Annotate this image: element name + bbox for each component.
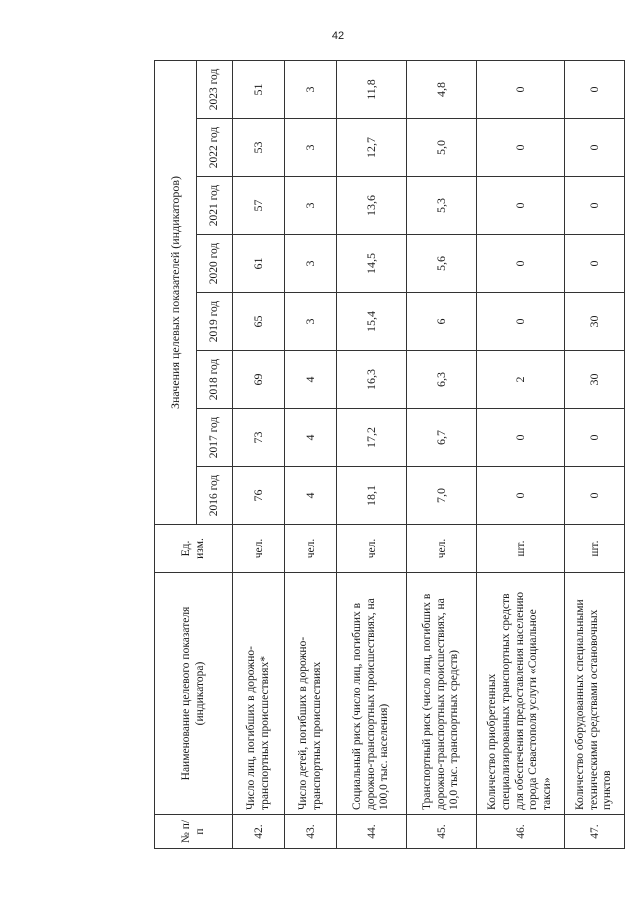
value-cell: 0 — [477, 235, 565, 293]
unit-cell: чел. — [233, 525, 285, 573]
value-cell: 15,4 — [337, 293, 407, 351]
row-number: 45. — [407, 815, 477, 849]
value-cell: 4 — [285, 409, 337, 467]
row-number: 47. — [565, 815, 625, 849]
table-row — [285, 60, 337, 848]
indicator-name: Социальный риск (число лиц, погибших в дорожно-транспортных происшествиях, на 100,0 тыс. населения) — [337, 573, 407, 815]
value-cell: 5,3 — [407, 177, 477, 235]
header-year: 2021 год — [197, 177, 233, 235]
table-row — [337, 60, 407, 848]
table-row — [477, 60, 565, 848]
value-cell: 13,6 — [337, 177, 407, 235]
value-cell: 16,3 — [337, 351, 407, 409]
header-row-top — [155, 60, 197, 848]
value-cell: 5,6 — [407, 235, 477, 293]
value-cell: 30 — [565, 351, 625, 409]
value-cell: 6,3 — [407, 351, 477, 409]
header-year: 2022 год — [197, 119, 233, 177]
value-cell: 3 — [285, 119, 337, 177]
header-unit: Ед. изм. — [155, 525, 233, 573]
row-number: 43. — [285, 815, 337, 849]
unit-cell: шт. — [477, 525, 565, 573]
value-cell: 69 — [233, 351, 285, 409]
value-cell: 11,8 — [337, 60, 407, 118]
value-cell: 0 — [477, 467, 565, 525]
value-cell: 0 — [565, 235, 625, 293]
header-year: 2016 год — [197, 467, 233, 525]
table-row — [565, 60, 625, 848]
indicator-table — [154, 60, 625, 849]
value-cell: 3 — [285, 235, 337, 293]
value-cell: 4 — [285, 467, 337, 525]
value-cell: 0 — [565, 177, 625, 235]
indicator-name: Транспортный риск (число лиц, погибших в дорожно-транспортных происшествиях, на 10,0 тыс. транспортных средств) — [407, 573, 477, 815]
value-cell: 0 — [477, 177, 565, 235]
unit-cell: чел. — [337, 525, 407, 573]
value-cell: 7,0 — [407, 467, 477, 525]
unit-cell: чел. — [285, 525, 337, 573]
value-cell: 4,8 — [407, 60, 477, 118]
row-number: 42. — [233, 815, 285, 849]
value-cell: 17,2 — [337, 409, 407, 467]
table-row — [407, 60, 477, 848]
value-cell: 5,0 — [407, 119, 477, 177]
unit-cell: чел. — [407, 525, 477, 573]
value-cell: 51 — [233, 60, 285, 118]
header-year: 2023 год — [197, 60, 233, 118]
value-cell: 6 — [407, 293, 477, 351]
indicator-name: Число детей, погибших в дорожно-транспортных происшествиях — [285, 573, 337, 815]
value-cell: 53 — [233, 119, 285, 177]
value-cell: 14,5 — [337, 235, 407, 293]
unit-cell: шт. — [565, 525, 625, 573]
value-cell: 0 — [565, 409, 625, 467]
value-cell: 30 — [565, 293, 625, 351]
value-cell: 76 — [233, 467, 285, 525]
header-year: 2018 год — [197, 351, 233, 409]
value-cell: 0 — [565, 467, 625, 525]
value-cell: 12,7 — [337, 119, 407, 177]
value-cell: 0 — [565, 119, 625, 177]
value-cell: 3 — [285, 293, 337, 351]
rotated-table-container — [154, 61, 614, 849]
value-cell: 6,7 — [407, 409, 477, 467]
value-cell: 2 — [477, 351, 565, 409]
value-cell: 73 — [233, 409, 285, 467]
indicator-name: Число лиц, погибших в дорожно-транспортных происшествиях* — [233, 573, 285, 815]
value-cell: 57 — [233, 177, 285, 235]
value-cell: 3 — [285, 177, 337, 235]
header-values-group: Значения целевых показателей (индикаторов) — [155, 60, 197, 524]
page-number: 42 — [331, 30, 345, 42]
header-name: Наименование целевого показателя (индикатора) — [155, 573, 233, 815]
value-cell: 0 — [477, 119, 565, 177]
value-cell: 3 — [285, 60, 337, 118]
row-number: 46. — [477, 815, 565, 849]
header-num: № п/п — [155, 815, 233, 849]
value-cell: 4 — [285, 351, 337, 409]
header-year: 2017 год — [197, 409, 233, 467]
value-cell: 0 — [565, 60, 625, 118]
value-cell: 0 — [477, 409, 565, 467]
header-year: 2019 год — [197, 293, 233, 351]
value-cell: 61 — [233, 235, 285, 293]
header-year: 2020 год — [197, 235, 233, 293]
table-row — [233, 60, 285, 848]
value-cell: 18,1 — [337, 467, 407, 525]
indicator-name: Количество оборудованных специальными техническими средствами остановочных пунктов — [565, 573, 625, 815]
value-cell: 65 — [233, 293, 285, 351]
indicator-name: Количество приобретенных специализированных транспортных средств для обеспечения предоставления населению города Севастополя услуги «Социальное такси» — [477, 573, 565, 815]
row-number: 44. — [337, 815, 407, 849]
value-cell: 0 — [477, 293, 565, 351]
indicator-table-region — [154, 61, 614, 849]
value-cell: 0 — [477, 60, 565, 118]
